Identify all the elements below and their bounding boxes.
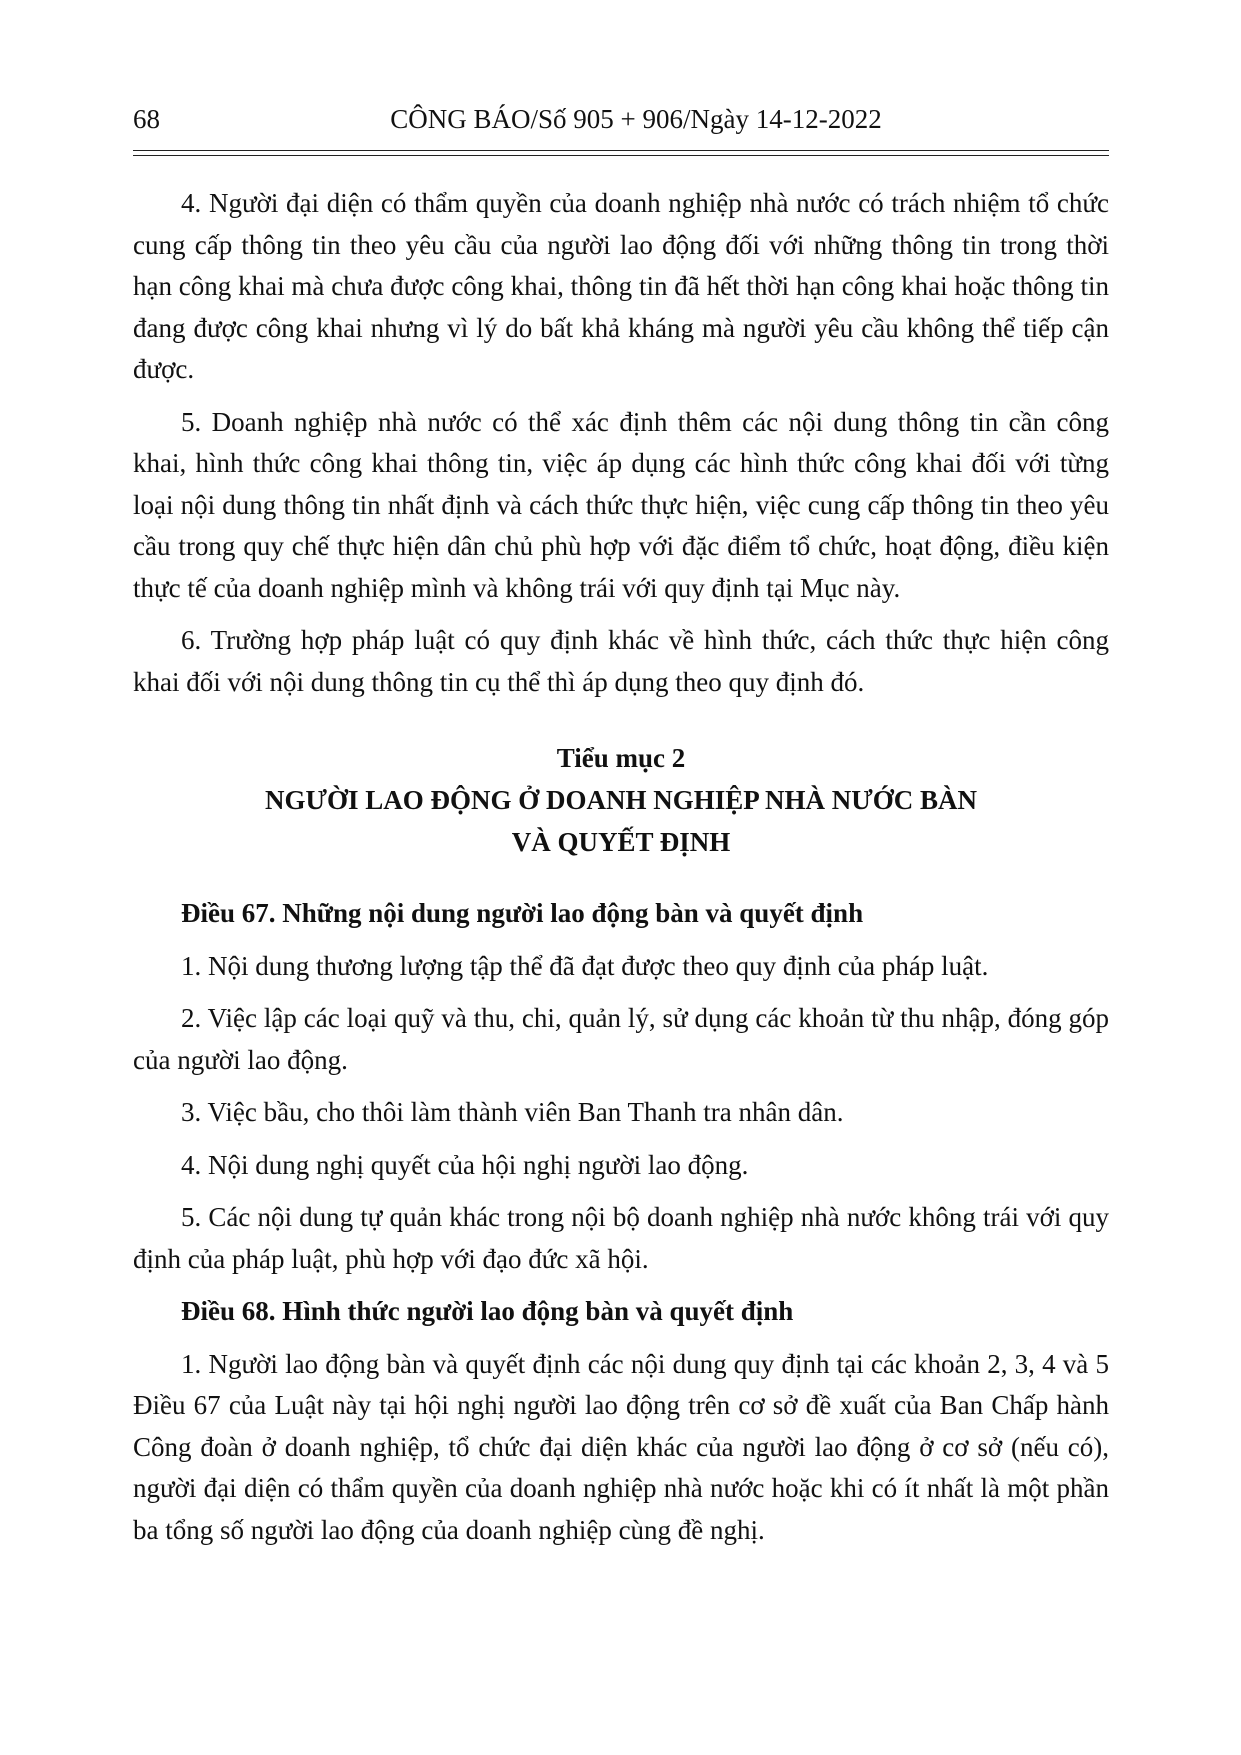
subsection-heading (133, 737, 1109, 863)
article-heading: Điều 67. Những nội dung người lao động bàn và quyết định (181, 898, 864, 928)
article-heading: Điều 68. Hình thức người lao động bàn và quyết định (181, 1296, 794, 1326)
clause-paragraph: 2. Việc lập các loại quỹ và thu, chi, quản lý, sử dụng các khoản từ thu nhập, đóng góp của người lao động. (133, 1003, 1109, 1075)
clause-paragraph: 5. Các nội dung tự quản khác trong nội bộ doanh nghiệp nhà nước không trái với quy định của pháp luật, phù hợp với đạo đức xã hội. (133, 1202, 1109, 1274)
page-number: 68 (133, 104, 160, 134)
document-body (133, 183, 1109, 1562)
header-rule (133, 150, 1109, 151)
clause-paragraph: 4. Nội dung nghị quyết của hội nghị người lao động. (181, 1149, 749, 1180)
clause-paragraph: 1. Nội dung thương lượng tập thể đã đạt được theo quy định của pháp luật. (181, 950, 989, 981)
gazette-title: CÔNG BÁO/Số 905 + 906/Ngày 14-12-2022 (390, 104, 882, 134)
clause-paragraph: 1. Người lao động bàn và quyết định các nội dung quy định tại các khoản 2, 3, 4 và 5 Điều 67 của Luật này tại hội nghị người lao động trên cơ sở đề xuất của Ban Chấp hành Công đoàn ở doanh nghiệp, tổ chức đại diện khác của người lao động ở cơ sở (nếu có), người đại diện có thẩm quyền của doanh nghiệp nhà nước hoặc khi có ít nhất là một phần ba tổng số người lao động của doanh nghiệp cùng đề nghị. (133, 1348, 1109, 1545)
subsection-label: Tiểu mục 2 (556, 743, 686, 773)
clause-paragraph: 3. Việc bầu, cho thôi làm thành viên Ban Thanh tra nhân dân. (181, 1097, 844, 1127)
subsection-title-line: NGƯỜI LAO ĐỘNG Ở DOANH NGHIỆP NHÀ NƯỚC BÀN (264, 785, 978, 815)
subsection-title-line: VÀ QUYẾT ĐỊNH (511, 827, 731, 857)
clause-paragraph: 4. Người đại diện có thẩm quyền của doanh nghiệp nhà nước có trách nhiệm tổ chức cung cấp thông tin theo yêu cầu của người lao động đối với những thông tin trong thời hạn công khai mà chưa được công khai, thông tin đã hết thời hạn công khai hoặc thông tin đang được công khai nhưng vì lý do bất khả kháng mà người yêu cầu không thể tiếp cận được. (133, 188, 1109, 384)
header-rule (133, 155, 1109, 156)
clause-paragraph: 5. Doanh nghiệp nhà nước có thể xác định thêm các nội dung thông tin cần công khai, hình thức công khai thông tin, việc áp dụng các hình thức công khai đối với từng loại nội dung thông tin nhất định và cách thức thực hiện, việc cung cấp thông tin theo yêu cầu trong quy chế thực hiện dân chủ phù hợp với đặc điểm tổ chức, hoạt động, điều kiện thực tế của doanh nghiệp mình và không trái với quy định tại Mục này. (133, 406, 1109, 603)
clause-paragraph: 6. Trường hợp pháp luật có quy định khác về hình thức, cách thức thực hiện công khai đối với nội dung thông tin cụ thể thì áp dụng theo quy định đó. (133, 625, 1109, 697)
page-header (133, 104, 1109, 150)
